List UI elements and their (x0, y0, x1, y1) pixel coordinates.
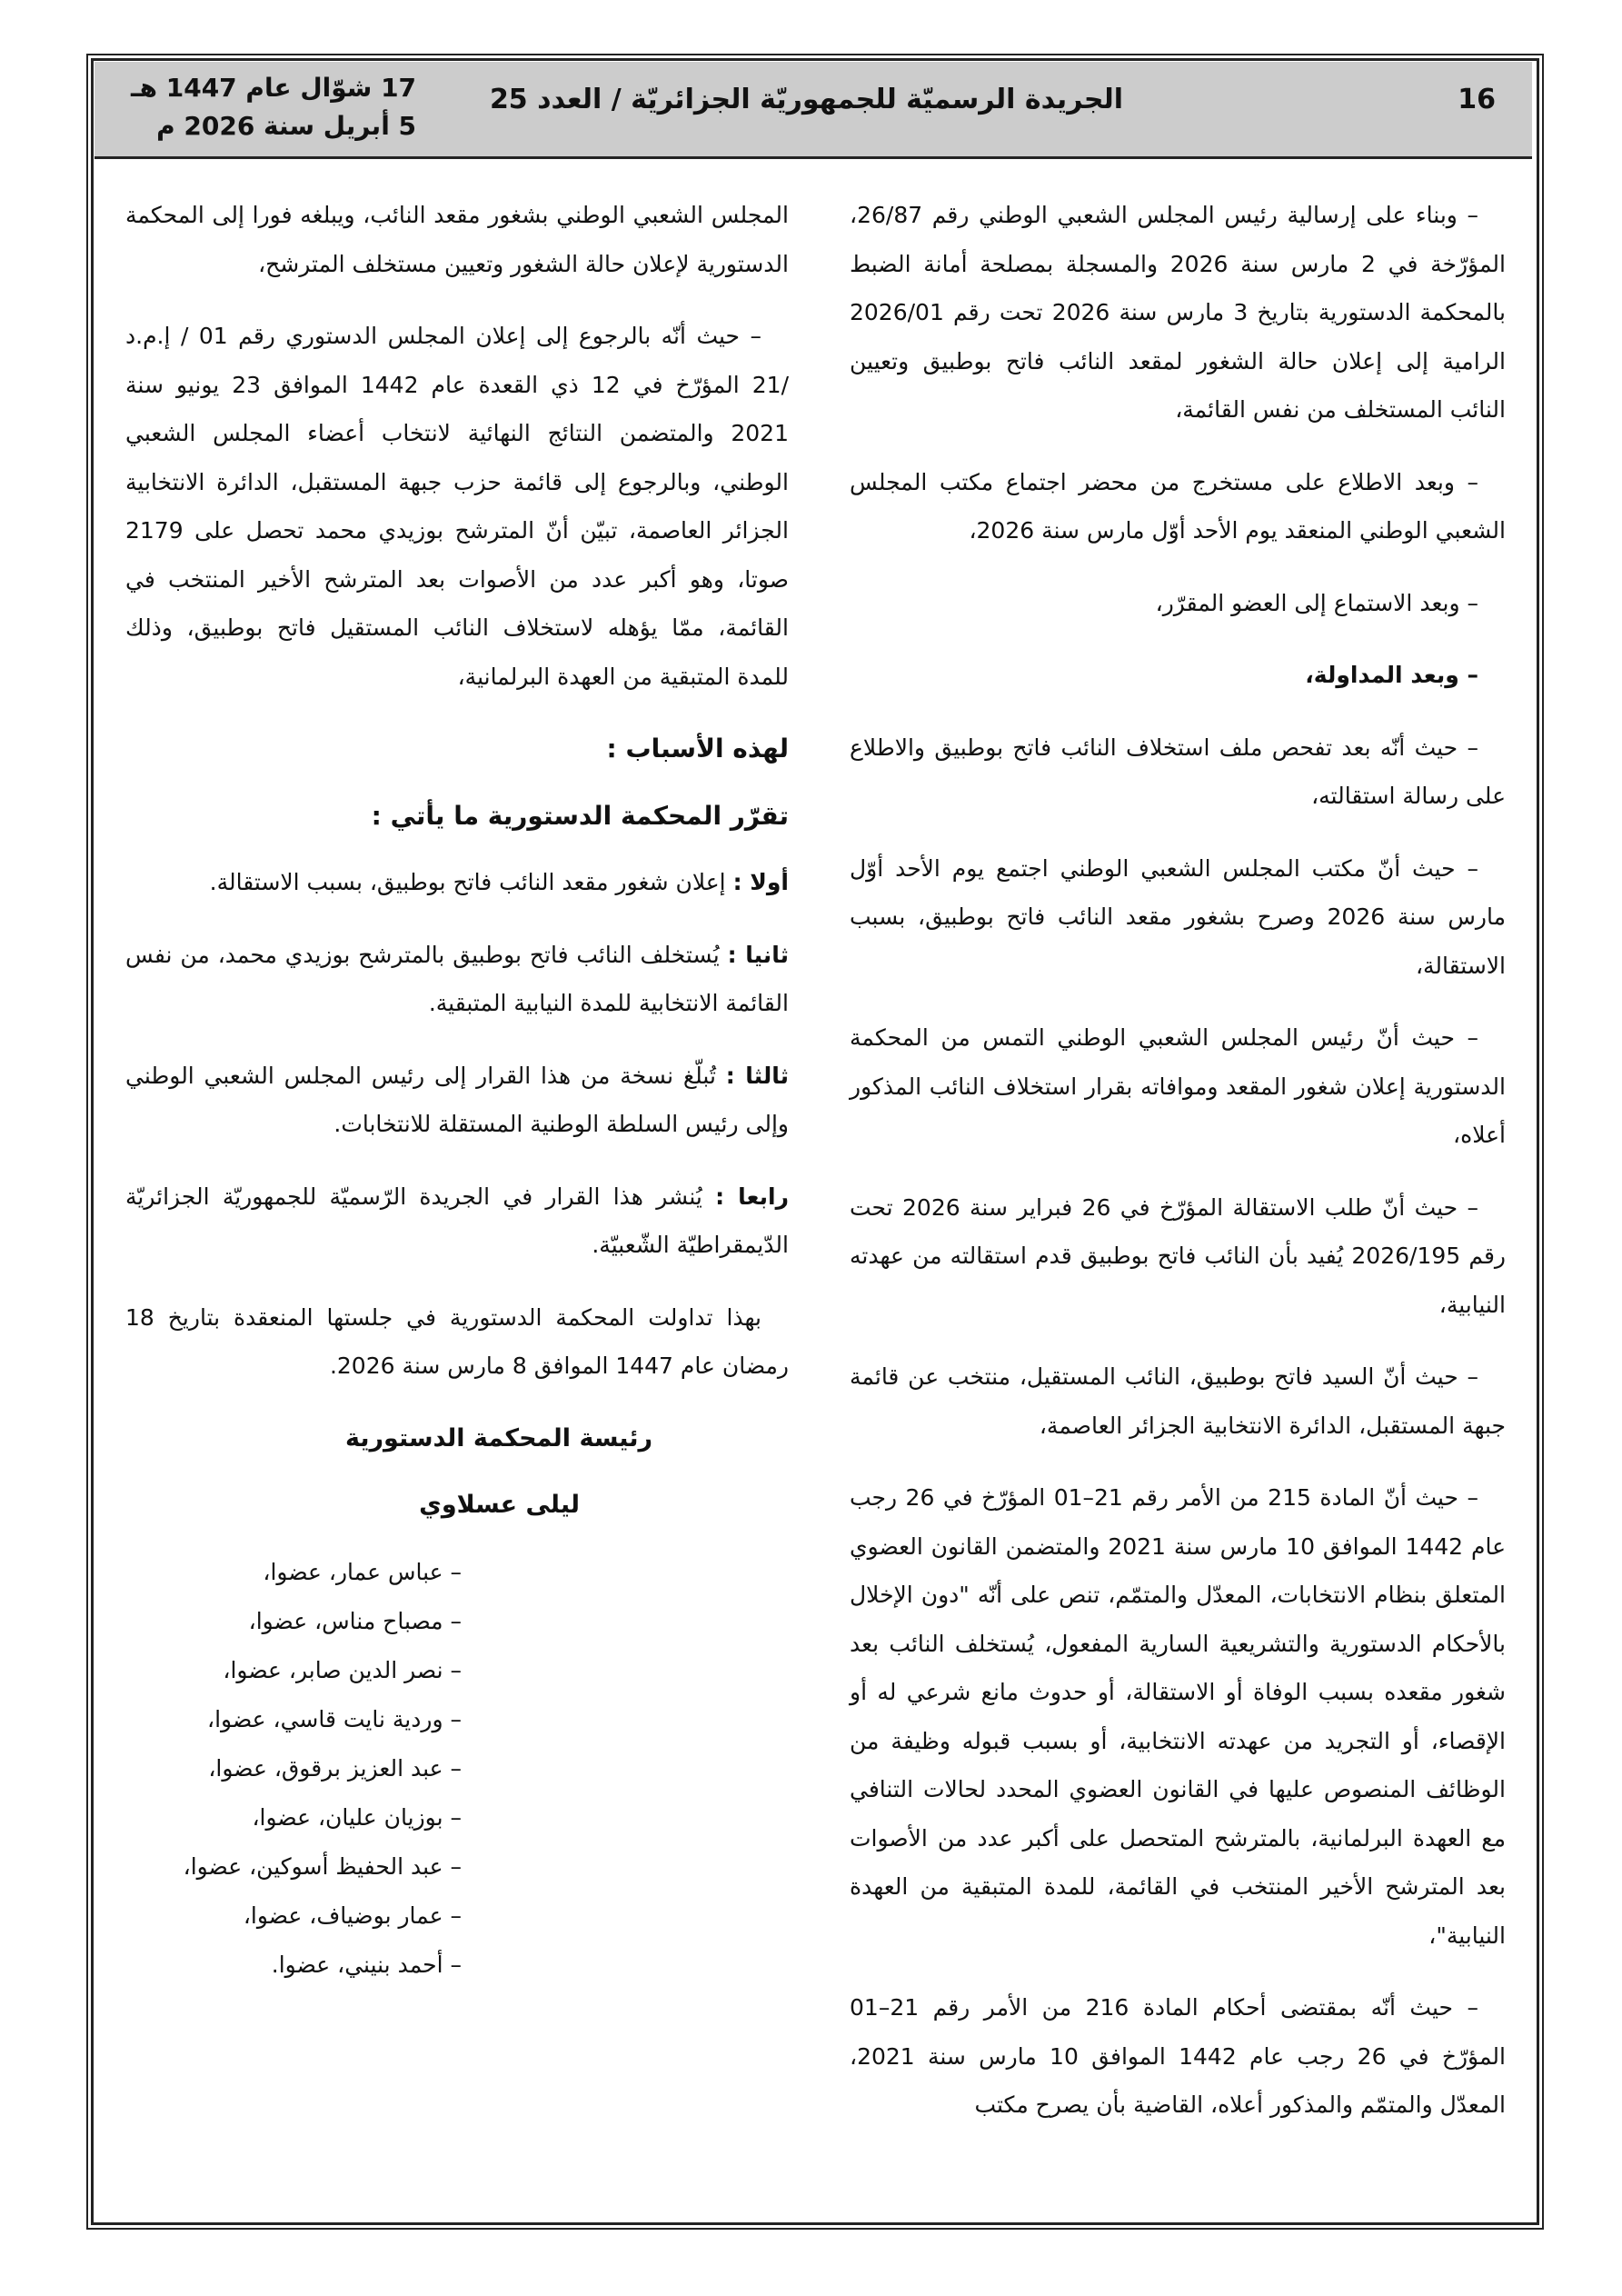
member: – عباس عمار، عضوا، (263, 1558, 462, 1585)
left-column (125, 191, 789, 1990)
members-list (125, 1548, 462, 1990)
member: – عبد الحفيظ أسوكين، عضوا، (183, 1852, 462, 1880)
article-text: يُستخلف النائب فاتح بوطبيق بالمترشح بوزيدي محمد، من نفس القائمة الانتخابية للمدة النيابية المتبقية. (125, 941, 789, 1016)
member: – وردية نايت قاسي، عضوا، (207, 1705, 462, 1732)
closing-paragraph: بهذا تداولت المحكمة الدستورية في جلستها المنعقدة بتاريخ 18 رمضان عام 1447 الموافق 8 مارس سنة 2026. (125, 1303, 789, 1379)
paragraph: – حيث أنّه بعد تفحص ملف استخلاف النائب فاتح بوطبيق والاطلاع على رسالة استقالته، (850, 734, 1506, 809)
article-lead: ثالثا : (725, 1062, 789, 1089)
member: – عمار بوضياف، عضوا، (243, 1902, 462, 1929)
right-column (850, 191, 1506, 2153)
member: – أحمد بنيني، عضوا. (271, 1951, 462, 1978)
paragraph: – حيث أنّ مكتب المجلس الشعبي الوطني اجتمع يوم الأحد أوّل مارس سنة 2026 وصرح بشغور مقعد النائب فاتح بوطبيق، بسبب الاستقالة، (850, 854, 1507, 979)
paragraph: – حيث أنّ السيد فاتح بوطبيق، النائب المستقيل، منتخب عن قائمة جبهة المستقبل، الدائرة الانتخابية الجزائر العاصمة، (850, 1363, 1506, 1439)
president-title: رئيسة المحكمة الدستورية (344, 1423, 652, 1452)
article-2 (125, 931, 789, 1028)
paragraph: – وبناء على إرسالية رئيس المجلس الشعبي الوطني رقم 26/87، المؤرّخة في 2 مارس سنة 2026 والمسجلة بمصلحة أمانة الضبط بالمحكمة الدستورية بتاريخ 3 مارس سنة 2026 تحت رقم 2026/01 الرامية إلى إعلان حالة الشغور لمقعد النائب فاتح بوطبيق وتعيين النائب المستخلف من نفس القائمة، (850, 202, 1507, 423)
paragraph: – وبعد الاطلاع على مستخرج من محضر اجتماع مكتب المجلس الشعبي الوطني المنعقد يوم الأحد أوّل مارس سنة 2026، (850, 468, 1506, 544)
member: – عبد العزيز برقوق، عضوا، (208, 1754, 462, 1782)
article-text: إعلان شغور مقعد النائب فاتح بوطبيق، بسبب الاستقالة. (209, 869, 733, 895)
issue-date (131, 69, 416, 145)
page-number: 16 (1458, 84, 1496, 115)
president-name: ليلى عسلاوي (419, 1491, 580, 1519)
paragraph: – وبعد المداولة، (1305, 662, 1478, 688)
article-text: تُبلّغ نسخة من هذا القرار إلى رئيس المجلس الشعبي الوطني وإلى رئيس السلطة الوطنية المستقلة للانتخابات. (125, 1062, 789, 1137)
article-4 (125, 1173, 789, 1270)
paragraph: – حيث أنّ رئيس المجلس الشعبي الوطني التمس من المحكمة الدستورية إعلان شغور المقعد وموافاته بقرار استخلاف النائب المذكور أعلاه، (850, 1024, 1506, 1148)
page-header (95, 62, 1532, 159)
journal-title: الجريدة الرسميّة للجمهوريّة الجزائريّة / العدد 25 (489, 84, 1123, 115)
paragraph: – حيث أنّ المادة 215 من الأمر رقم 21–01 المؤرّخ في 26 رجب عام 1442 الموافق 10 مارس سنة 2021 والمتضمن القانون العضوي المتعلق بنظام الانتخابات، المعدّل والمتمّم، تنص على أنّه "دون الإخلال بالأحكام الدستورية والتشريعية السارية المفعول، يُستخلف النائب بعد شغور مقعده بسبب الوفاة أو الاستقالة، أو حدوث مانع شرعي له أو الإقصاء، أو التجريد من عهدته الانتخابية، أو بسبب قبوله وظيفة من الوظائف المنصوص عليها في القانون العضوي المحدد لحالات التنافي مع العهدة البرلمانية، بالمترشح المتحصل على أكبر عدد من الأصوات بعد المترشح الأخير المنتخب في القائمة، للمدة المتبقية من العهدة النيابية"، (850, 1484, 1507, 1949)
article-lead: أولا : (732, 869, 789, 895)
paragraph: – حيث أنّه بالرجوع إلى إعلان المجلس الدستوري رقم 01 / إ.م.د /21 المؤرّخ في 12 ذي القعدة عام 1442 الموافق 23 يونيو سنة 2021 والمتضمن النتائج النهائية لانتخاب أعضاء المجلس الشعبي الوطني، وبالرجوع إلى قائمة حزب جبهة المستقبل، الدائرة الانتخابية الجزائر العاصمة، تبيّن أنّ المترشح بوزيدي محمد تحصل على 2179 صوتا، وهو أكبر عدد من الأصوات بعد المترشح الأخير المنتخب في القائمة، ممّا يؤهله لاستخلاف النائب المستقيل فاتح بوطبيق، وذلك للمدة المتبقية من العهدة البرلمانية، (125, 323, 789, 690)
member: – بوزيان عليان، عضوا، (252, 1803, 462, 1831)
date-gregorian: 5 أبريل سنة 2026 م (156, 111, 417, 141)
article-text: يُنشر هذا القرار في الجريدة الرّسميّة للجمهوريّة الجزائريّة الدّيمقراطيّة الشّعبيّة. (125, 1183, 789, 1258)
member: – نصر الدين صابر، عضوا، (223, 1656, 462, 1683)
article-lead: رابعا : (715, 1183, 789, 1210)
member: – مصباح مناس، عضوا، (248, 1607, 462, 1634)
article-3 (125, 1052, 789, 1149)
reasons-heading: لهذه الأسباب : (606, 734, 789, 764)
date-hijri: 17 شوّال عام 1447 هـ (131, 73, 417, 103)
decision-heading: تقرّر المحكمة الدستورية ما يأتي : (371, 800, 789, 831)
article-1 (125, 858, 789, 907)
paragraph: – حيث أنّه بمقتضى أحكام المادة 216 من الأمر رقم 21–01 المؤرّخ في 26 رجب عام 1442 الموافق 10 مارس سنة 2021، المعدّل والمتمّم والمذكور أعلاه، القاضية بأن يصرح مكتب (850, 1994, 1506, 2118)
paragraph: المجلس الشعبي الوطني بشغور مقعد النائب، ويبلغه فورا إلى المحكمة الدستورية لإعلان حالة الشغور وتعيين مستخلف المترشح، (125, 202, 789, 277)
paragraph: – حيث أنّ طلب الاستقالة المؤرّخ في 26 فبراير سنة 2026 تحت رقم 2026/195 يُفيد بأن النائب فاتح بوطبيق قدم استقالته من عهدته النيابية، (850, 1193, 1506, 1318)
paragraph: – وبعد الاستماع إلى العضو المقرّر، (1155, 589, 1478, 616)
article-lead: ثانيا : (727, 941, 789, 968)
column-divider (818, 168, 820, 2195)
